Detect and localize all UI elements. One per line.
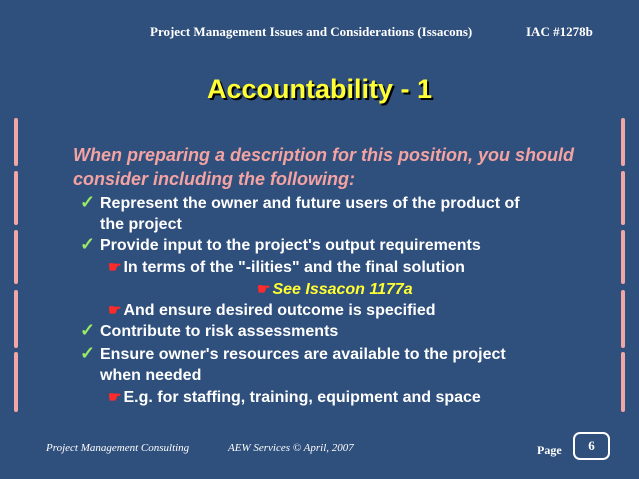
check-icon: ✓ <box>80 234 96 254</box>
slide-title: Accountability - 1 <box>206 74 433 104</box>
left-decor-bar <box>14 290 18 348</box>
check-icon: ✓ <box>80 192 96 212</box>
bullet-item: Provide input to the project's output requirements <box>100 237 481 254</box>
page-label: Page <box>537 443 562 457</box>
right-decor-bar <box>621 290 625 348</box>
left-decor-bar <box>14 230 18 284</box>
header-title: Project Management Issues and Considerations (Issacons) <box>150 24 473 39</box>
right-decor-bar <box>621 230 625 284</box>
bullet-item: Contribute to risk assessments <box>100 323 339 340</box>
left-decor-bar <box>14 118 18 166</box>
reference-item: ☛ See Issacon 1177a <box>257 281 413 298</box>
pointing-hand-icon: ☛ <box>108 259 122 276</box>
footer-company: Project Management Consulting <box>46 442 190 454</box>
bullet-item: Represent the owner and future users of the product of <box>100 195 520 212</box>
header-reference: IAC #1278b <box>526 24 593 39</box>
sub-bullet-item: ☛ And ensure desired outcome is specified <box>108 302 436 319</box>
check-icon: ✓ <box>80 320 96 340</box>
pointing-hand-icon: ☛ <box>257 281 271 298</box>
bullet-item-continuation: when needed <box>100 367 202 384</box>
footer-copyright: AEW Services © April, 2007 <box>228 442 354 454</box>
bullet-item-continuation: the project <box>100 216 182 233</box>
left-decor-bar <box>14 171 18 225</box>
right-decor-bar <box>621 352 625 412</box>
sub-bullet-item: ☛ In terms of the "-ilities" and the final solution <box>108 259 465 276</box>
pointing-hand-icon: ☛ <box>108 302 122 319</box>
page-number: 6 <box>573 432 610 460</box>
check-icon: ✓ <box>80 343 96 363</box>
intro-text: When preparing a description for this position, you should consider including the following: <box>73 145 575 189</box>
sub-bullet-item: ☛ E.g. for staffing, training, equipment and space <box>108 389 481 406</box>
pointing-hand-icon: ☛ <box>108 389 122 406</box>
bullet-item: Ensure owner's resources are available to the project <box>100 346 506 363</box>
left-decor-bar <box>14 352 18 412</box>
